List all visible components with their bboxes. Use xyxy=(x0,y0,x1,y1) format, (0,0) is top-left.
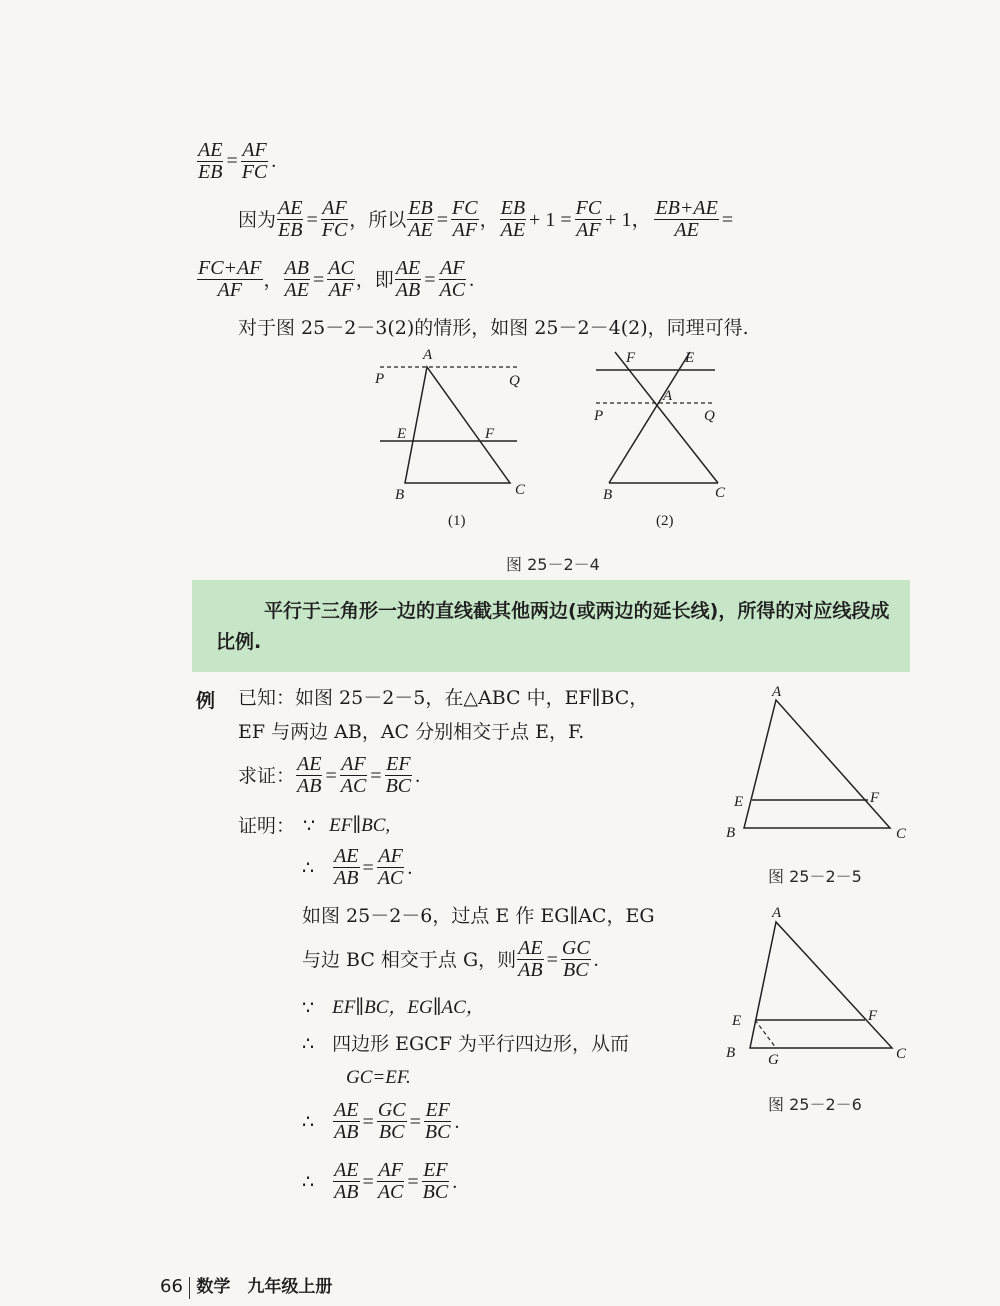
fraction: $\frac{AF}{FC}$ xyxy=(321,197,348,241)
book-title: 数学 九年级上册 xyxy=(196,1277,333,1297)
fraction: $\frac{FC}{AF}$ xyxy=(452,197,478,241)
theorem-box xyxy=(192,580,910,672)
figure-25-2-6 xyxy=(720,900,920,1080)
because-symbol: ∵ xyxy=(303,815,316,837)
page-footer xyxy=(160,1272,332,1299)
proof-line-8: ∴ $\frac{AE}{AB}$ = $\frac{GC}{BC}$ = $\frac{EF}{BC}$ . xyxy=(302,1099,460,1143)
fraction: $\frac{AE}{AB}$ xyxy=(334,845,359,889)
label-a: A xyxy=(772,905,782,921)
label-p: P xyxy=(375,371,385,387)
example-label: 例 xyxy=(196,690,216,712)
label-a: A xyxy=(663,388,673,404)
figure-25-2-5 xyxy=(720,680,920,850)
label-g: G xyxy=(768,1052,779,1068)
given-line-2: EF 与两边 AB，AC 分别相交于点 E，F. xyxy=(238,721,585,743)
fraction: $\frac{EB+AE}{AE}$ xyxy=(655,197,718,241)
label-e: E xyxy=(734,794,744,810)
label-q: Q xyxy=(704,408,715,424)
triangle-abc xyxy=(750,922,892,1048)
proof-line-1: 证明： ∵ EF∥BC, xyxy=(238,815,391,837)
fraction: $\frac{AE}{AB}$ xyxy=(334,1099,359,1143)
fraction: $\frac{AF}{AC}$ xyxy=(377,1159,404,1203)
label-f: F xyxy=(485,426,495,442)
fraction: $\frac{AF}{FC}$ xyxy=(241,139,268,183)
proof-line-6: ∴ 四边形 EGCF 为平行四边形，从而 xyxy=(302,1033,629,1055)
fraction: $\frac{EF}{BC}$ xyxy=(424,1099,451,1143)
equation-line-1: $\frac{AE}{EB}$ = $\frac{AF}{FC}$ . xyxy=(198,139,277,183)
label-f: F xyxy=(868,1008,878,1024)
fraction: $\frac{EB}{AE}$ xyxy=(408,197,433,241)
figure-caption: 图 25－2－6 xyxy=(768,1095,862,1114)
proof-line-2: ∴ $\frac{AE}{AB}$ = $\frac{AF}{AC}$ . xyxy=(302,845,413,889)
label-e: E xyxy=(397,426,407,442)
label-b: B xyxy=(603,487,613,503)
proof-line-7: GC=EF. xyxy=(346,1067,411,1088)
footer-divider xyxy=(189,1277,191,1299)
fraction: $\frac{AB}{AE}$ xyxy=(284,257,309,301)
subfigure-label-2: (2) xyxy=(656,513,674,529)
line-f-c xyxy=(615,352,718,483)
triangle-abc xyxy=(744,700,890,828)
fraction: $\frac{FC}{AF}$ xyxy=(575,197,602,241)
fraction: $\frac{AE}{AB}$ xyxy=(518,937,543,981)
proof-line-5: ∵ EF∥BC，EG∥AC， xyxy=(302,997,485,1019)
label-f: F xyxy=(870,790,880,806)
fraction: $\frac{EF}{BC}$ xyxy=(385,753,412,797)
figure-caption: 图 25－2－5 xyxy=(768,867,862,886)
label-c: C xyxy=(715,485,726,501)
fraction: $\frac{FC+AF}{AF}$ xyxy=(198,257,262,301)
equation-line-3: $\frac{FC+AF}{AF}$ ， $\frac{AB}{AE}$ = $\frac{AC}{AF}$ ，即 $\frac{AE}{AB}$ = $\frac{AF}{AC}$ . xyxy=(198,257,475,301)
label-p: P xyxy=(594,408,604,424)
dashed-segment-eg xyxy=(755,1020,776,1048)
fraction: $\frac{AF}{AC}$ xyxy=(377,845,404,889)
fraction: $\frac{AE}{AB}$ xyxy=(334,1159,359,1203)
therefore-symbol: ∴ xyxy=(302,1033,315,1055)
paragraph-line: 对于图 25－2－3(2)的情形，如图 25－2－4(2)，同理可得. xyxy=(238,317,749,339)
therefore-symbol: ∴ xyxy=(302,1110,315,1133)
label-f: F xyxy=(626,350,636,366)
proof-line-3: 如图 25－2－6，过点 E 作 EG∥AC，EG xyxy=(302,905,655,927)
given-line-1: 已知：如图 25－2－5，在△ABC 中，EF∥BC， xyxy=(238,687,649,709)
fraction: $\frac{AC}{AF}$ xyxy=(328,257,354,301)
fraction: $\frac{AE}{AB}$ xyxy=(297,753,322,797)
figure-caption: 图 25－2－4 xyxy=(506,555,600,574)
proof-line-4: 与边 BC 相交于点 G，则 $\frac{AE}{AB}$ = $\frac{GC}{BC}$ . xyxy=(302,937,599,981)
label-b: B xyxy=(726,825,736,841)
fraction: $\frac{AF}{AC}$ xyxy=(340,753,367,797)
label-c: C xyxy=(515,482,526,498)
label-b: B xyxy=(395,487,405,503)
therefore-symbol: ∴ xyxy=(302,1170,315,1193)
fraction: $\frac{AE}{EB}$ xyxy=(278,197,303,241)
label-c: C xyxy=(896,1046,907,1062)
triangle-abc xyxy=(405,367,510,483)
fraction: $\frac{GC}{BC}$ xyxy=(377,1099,406,1143)
fraction: $\frac{GC}{BC}$ xyxy=(561,937,590,981)
line-e-b xyxy=(609,352,690,483)
equation-line-2: 因为 $\frac{AE}{EB}$ = $\frac{AF}{FC}$ ，所以 $\frac{EB}{AE}$ = $\frac{FC}{AF}$ ， $\frac{EB}{AE}$ + 1 = $\frac{FC}{AF}$ + 1， $\frac{EB+AE}{AE}$ = xyxy=(238,197,734,241)
label-b: B xyxy=(726,1045,736,1061)
proof-line-9: ∴ $\frac{AE}{AB}$ = $\frac{AF}{AC}$ = $\frac{EF}{BC}$ . xyxy=(302,1159,458,1203)
figure-25-2-4 xyxy=(360,340,740,580)
label-q: Q xyxy=(509,373,520,389)
because-symbol: ∵ xyxy=(302,997,315,1019)
fraction: $\frac{AE}{EB}$ xyxy=(198,139,223,183)
fraction: $\frac{AF}{AC}$ xyxy=(439,257,466,301)
label-e: E xyxy=(685,350,695,366)
page-number: 66 xyxy=(160,1276,183,1297)
theorem-text: 平行于三角形一边的直线截其他两边(或两边的延长线)，所得的对应线段成比例. xyxy=(216,600,890,653)
subfigure-label-1: (1) xyxy=(448,513,466,529)
fraction: $\frac{EF}{BC}$ xyxy=(422,1159,449,1203)
label-a: A xyxy=(772,684,782,700)
therefore-symbol: ∴ xyxy=(302,856,315,879)
fraction: $\frac{AE}{AB}$ xyxy=(395,257,421,301)
label-a: A xyxy=(423,347,433,363)
fraction: $\frac{EB}{AE}$ xyxy=(500,197,526,241)
label-c: C xyxy=(896,826,907,842)
prove-line: 求证： $\frac{AE}{AB}$ = $\frac{AF}{AC}$ = $\frac{EF}{BC}$ . xyxy=(238,753,421,797)
label-e: E xyxy=(732,1013,742,1029)
